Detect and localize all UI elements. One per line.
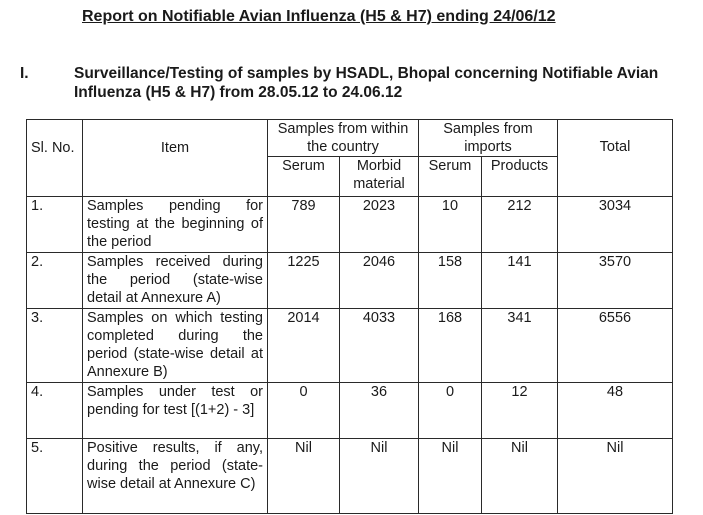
- report-title: Report on Notifiable Avian Influenza (H5 & H7) ending 24/06/12: [82, 8, 556, 25]
- header-serum: Serum: [268, 157, 340, 197]
- row-products: 12: [482, 383, 558, 439]
- row-serum: 0: [268, 383, 340, 439]
- row-imports-serum: Nil: [419, 439, 482, 514]
- row-sl: 1.: [27, 197, 83, 253]
- table-header-row: [27, 120, 673, 157]
- table-row: [27, 439, 673, 514]
- row-total: 3570: [558, 253, 673, 309]
- row-morbid: 36: [340, 383, 419, 439]
- row-serum: Nil: [268, 439, 340, 514]
- header-item: Item: [83, 120, 268, 197]
- row-item: Samples received during the period (state-wise detail at Annexure A): [83, 253, 268, 309]
- table-row: [27, 383, 673, 439]
- row-morbid: 2023: [340, 197, 419, 253]
- row-products: 341: [482, 309, 558, 383]
- header-imports-serum: Serum: [419, 157, 482, 197]
- header-total: Total: [558, 120, 673, 197]
- row-item: Samples under test or pending for test [(1+2) - 3]: [83, 383, 268, 439]
- row-sl: 5.: [27, 439, 83, 514]
- row-item: Samples pending for testing at the beginning of the period: [83, 197, 268, 253]
- row-sl: 2.: [27, 253, 83, 309]
- row-item: Positive results, if any, during the period (state-wise detail at Annexure C): [83, 439, 268, 514]
- row-sl: 3.: [27, 309, 83, 383]
- row-total: 6556: [558, 309, 673, 383]
- row-products: 212: [482, 197, 558, 253]
- row-imports-serum: 10: [419, 197, 482, 253]
- header-products: Products: [482, 157, 558, 197]
- section-heading: Surveillance/Testing of samples by HSADL, Bhopal concerning Notifiable Avian Influenza (H5 & H7) from 28.05.12 to 24.06.12: [74, 65, 659, 101]
- table-row: [27, 197, 673, 253]
- samples-table: [26, 119, 673, 514]
- row-serum: 2014: [268, 309, 340, 383]
- header-morbid-material: Morbid material: [340, 157, 419, 197]
- row-morbid: 2046: [340, 253, 419, 309]
- row-total: 48: [558, 383, 673, 439]
- row-products: 141: [482, 253, 558, 309]
- row-serum: 1225: [268, 253, 340, 309]
- row-item: Samples on which testing completed during the period (state-wise detail at Annexure B): [83, 309, 268, 383]
- header-sl-no: Sl. No.: [27, 120, 83, 197]
- row-morbid: 4033: [340, 309, 419, 383]
- row-total: 3034: [558, 197, 673, 253]
- header-imports: Samples from imports: [419, 120, 558, 157]
- row-total: Nil: [558, 439, 673, 514]
- table-row: [27, 253, 673, 309]
- row-sl: 4.: [27, 383, 83, 439]
- header-within-country: Samples from within the country: [268, 120, 419, 157]
- table-row: [27, 309, 673, 383]
- row-imports-serum: 0: [419, 383, 482, 439]
- row-imports-serum: 168: [419, 309, 482, 383]
- row-serum: 789: [268, 197, 340, 253]
- row-products: Nil: [482, 439, 558, 514]
- row-morbid: Nil: [340, 439, 419, 514]
- row-imports-serum: 158: [419, 253, 482, 309]
- section-number: I.: [20, 65, 29, 82]
